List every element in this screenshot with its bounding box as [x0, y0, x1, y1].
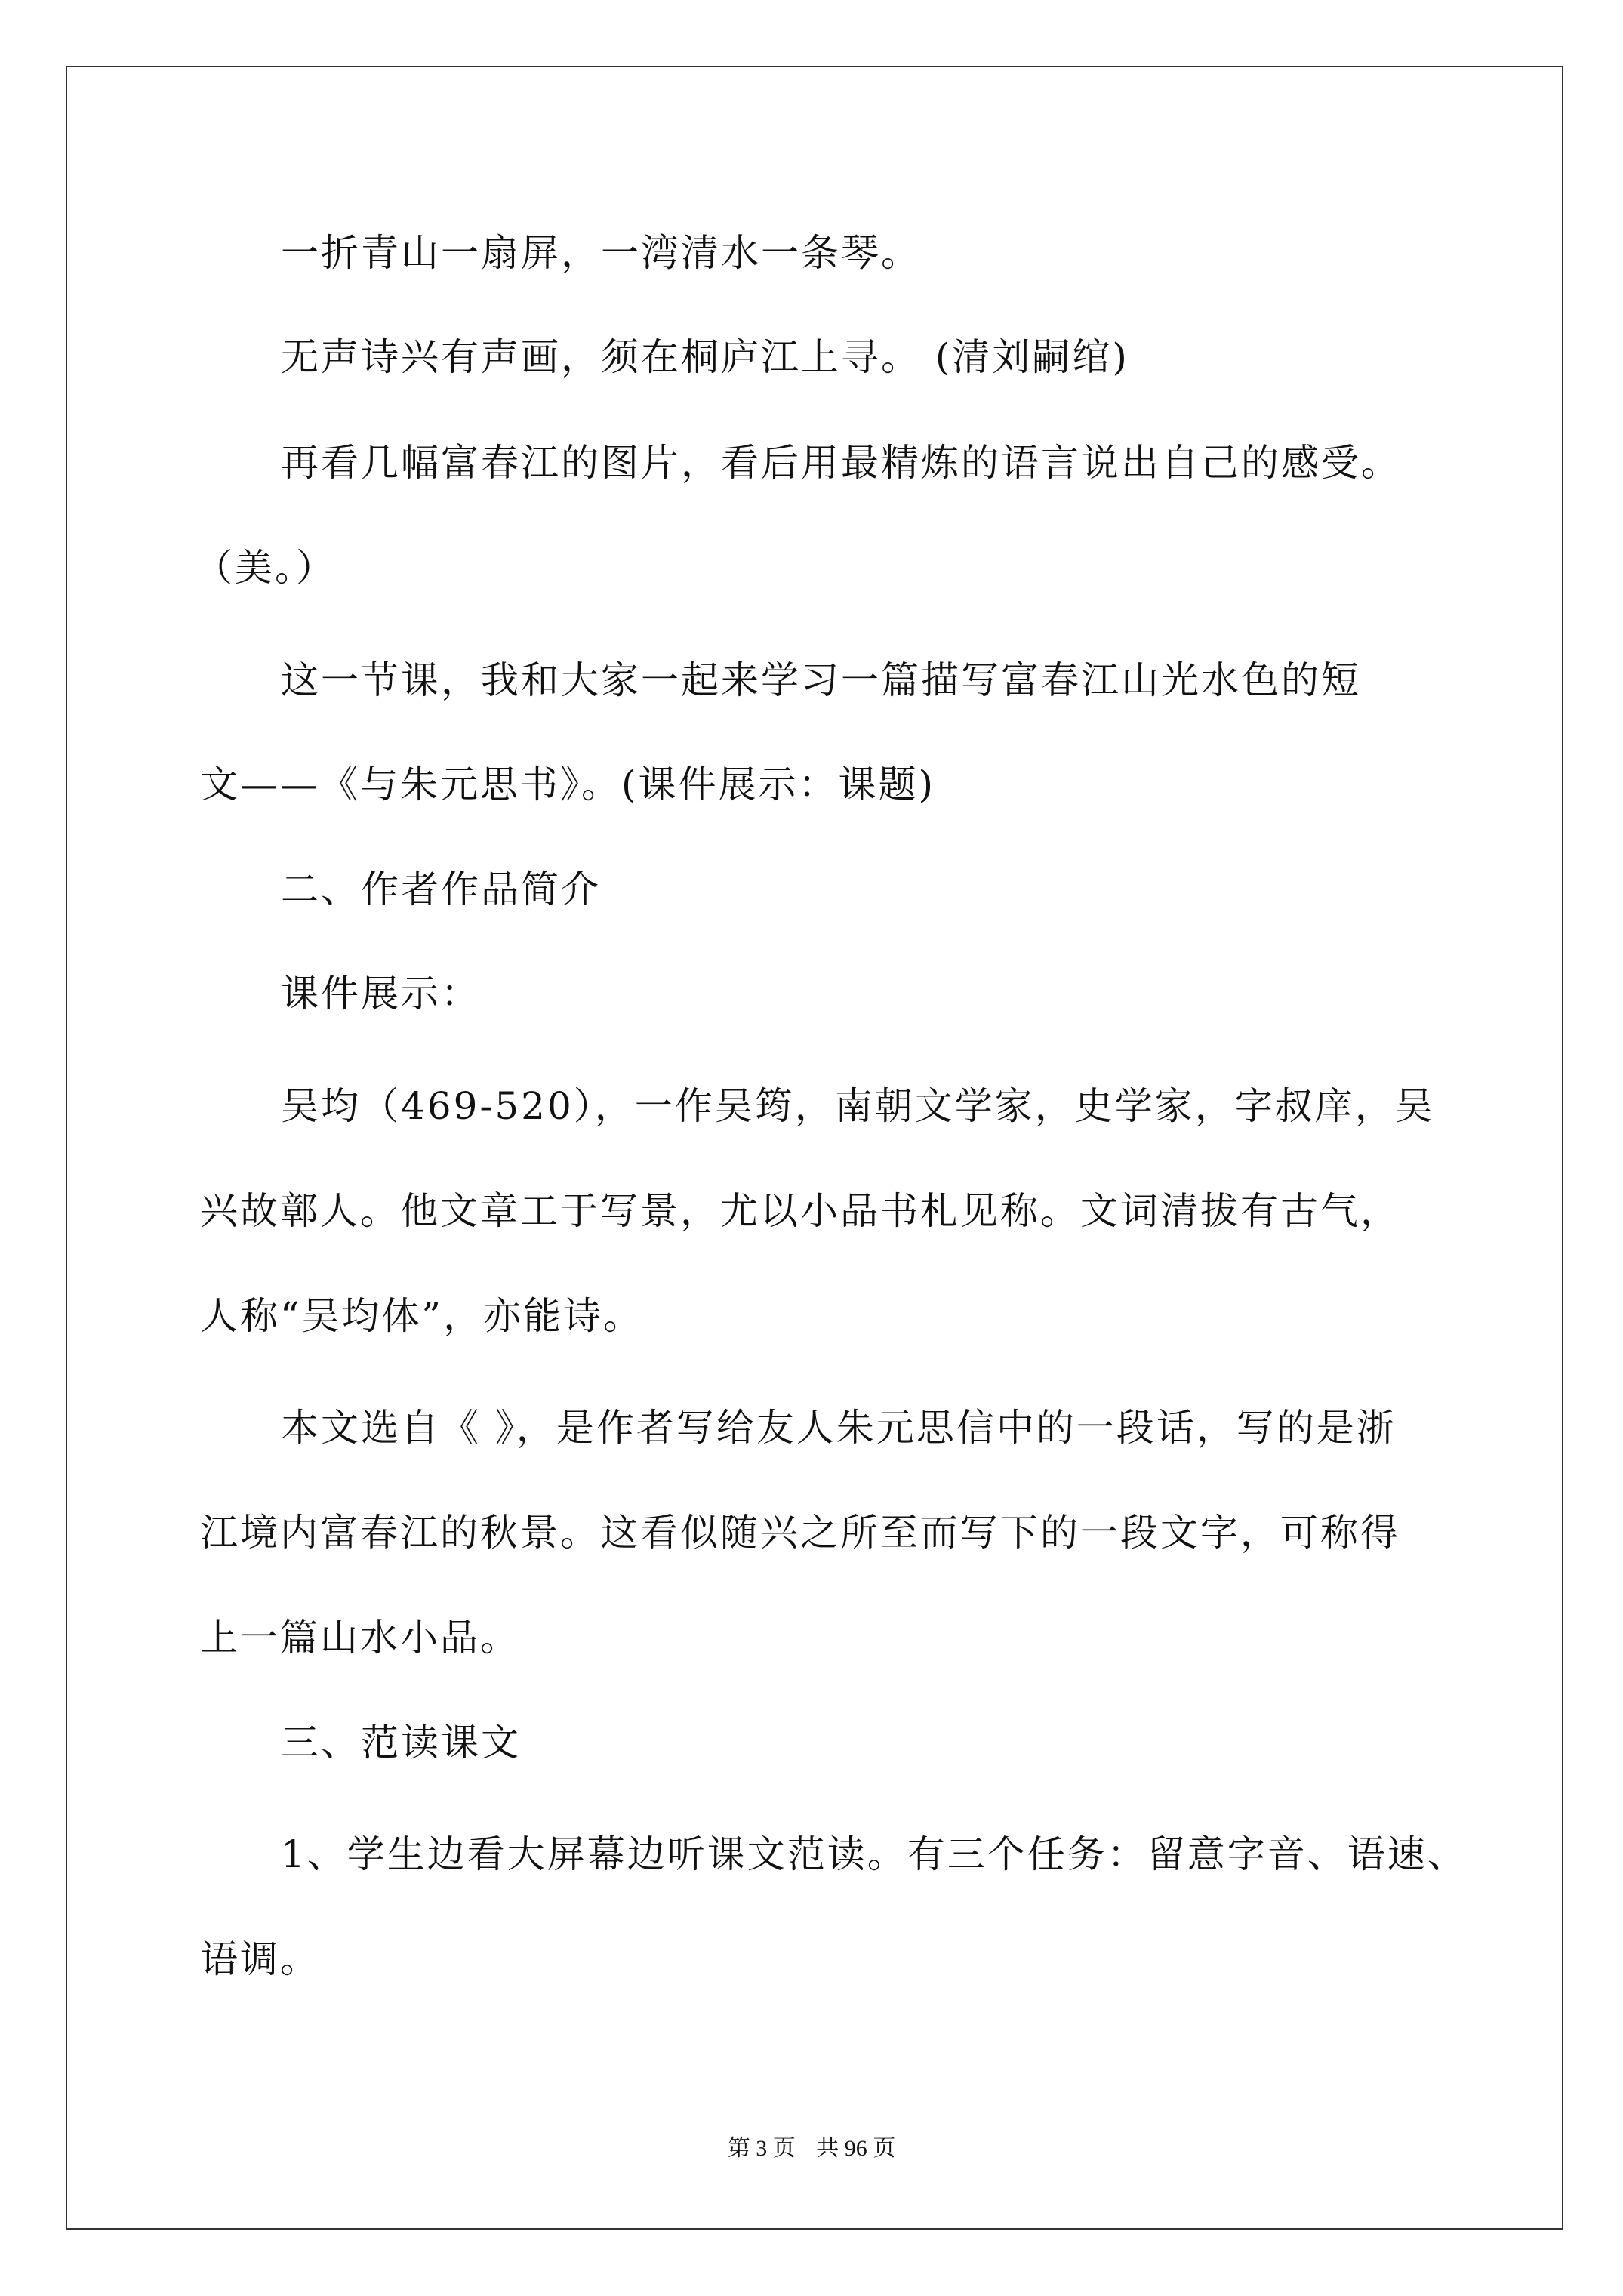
text-line-14: 上一篇山水小品。 — [200, 1616, 520, 1660]
section-heading-reading: 三、范读课文 — [281, 1721, 521, 1764]
section-heading-author: 二、作者作品简介 — [281, 868, 601, 911]
text-line-13: 江境内富春江的秋景。这看似随兴之所至而写下的一段文字，可称得 — [200, 1511, 1400, 1555]
text-line-1: 一折青山一扇屏，一湾清水一条琴。 — [281, 231, 921, 275]
text-line-5: 这一节课，我和大家一起来学习一篇描写富春江山光水色的短 — [281, 658, 1361, 702]
page-footer — [0, 2136, 1623, 2162]
text-line-6: 文——《与朱元思书》。(课件展示：课题) — [200, 763, 936, 806]
page-total: 共 96 页 — [816, 2136, 896, 2161]
page-border — [66, 66, 1563, 2230]
text-line-2: 无声诗兴有声画，须在桐庐江上寻。 (清刘嗣绾) — [281, 335, 1129, 379]
text-line-9: 吴均（469-520），一作吴筠，南朝文学家，史学家，字叔庠，吴 — [281, 1084, 1435, 1128]
page-number: 第 3 页 — [727, 2136, 796, 2161]
text-line-8: 课件展示： — [281, 972, 481, 1015]
text-line-11: 人称“吴均体”，亦能诗。 — [200, 1294, 644, 1338]
text-line-12: 本文选自《 》，是作者写给友人朱元思信中的一段话，写的是浙 — [281, 1406, 1397, 1450]
text-line-4: （美。） — [195, 546, 336, 590]
text-line-10: 兴故鄣人。他文章工于写景，尤以小品书札见称。文词清拔有古气， — [200, 1189, 1400, 1233]
text-line-16: 1、学生边看大屏幕边听课文范读。有三个任务：留意字音、语速、 — [281, 1832, 1467, 1876]
text-line-3: 再看几幅富春江的图片，看后用最精炼的语言说出自己的感受。 — [281, 441, 1401, 485]
text-line-17: 语调。 — [200, 1937, 320, 1981]
